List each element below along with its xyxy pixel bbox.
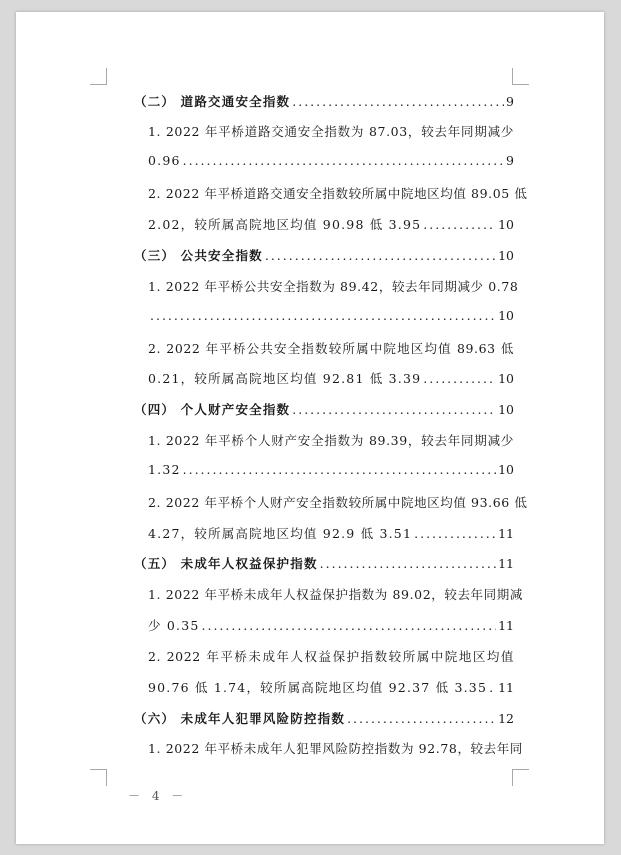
toc-entry-text[interactable]: 1. 2022 年平桥个人财产安全指数为 89.39，较去年同期减少 bbox=[148, 433, 514, 448]
toc-entry-section-2[interactable]: （二） 道路交通安全指数 ..... 9 bbox=[134, 92, 514, 110]
toc-entry-text[interactable]: 1. 2022 年平桥未成年人犯罪风险防控指数为 92.78，较去年同 bbox=[148, 741, 523, 756]
toc-entry-sub[interactable]: 2.02，较所属高院地区均值 90.98 低 3.95 ..... 10 bbox=[148, 215, 514, 233]
page-number: － 4 － bbox=[128, 789, 188, 803]
toc-entry-sub[interactable]: 1.32 ..... 10 bbox=[148, 462, 514, 477]
toc-entry-sub[interactable]: 4.27，较所属高院地区均值 92.9 低 3.51 ..... 11 bbox=[148, 524, 514, 542]
toc-entry-text[interactable]: 1. 2022 年平桥道路交通安全指数为 87.03，较去年同期减少 bbox=[148, 124, 514, 139]
crop-mark-bottom-left bbox=[90, 769, 107, 786]
toc-entry-sub[interactable]: ..... 10 bbox=[148, 308, 514, 323]
crop-mark-bottom-right bbox=[512, 769, 529, 786]
toc-entry-section-6[interactable]: （六） 未成年人犯罪风险防控指数 ..... 12 bbox=[134, 709, 514, 727]
toc-entry-section-5[interactable]: （五） 未成年人权益保护指数 ..... 11 bbox=[134, 554, 514, 572]
toc-entry-sub[interactable]: 90.76 低 1.74，较所属高院地区均值 92.37 低 3.35 ..... 11 bbox=[148, 678, 514, 696]
toc-entry-sub[interactable]: 少 0.35 ..... 11 bbox=[148, 616, 514, 634]
toc-entry-section-3[interactable]: （三） 公共安全指数 ..... 10 bbox=[134, 246, 514, 264]
document-page bbox=[16, 12, 604, 844]
toc-entry-sub[interactable]: 0.96 ..... 9 bbox=[148, 153, 514, 168]
crop-mark-top-left bbox=[90, 68, 107, 85]
toc-entry-text[interactable]: 2. 2022 年平桥公共安全指数较所属中院地区均值 89.63 低 bbox=[148, 341, 514, 356]
toc-entry-section-4[interactable]: （四） 个人财产安全指数 ..... 10 bbox=[134, 400, 514, 418]
crop-mark-top-right bbox=[512, 68, 529, 85]
toc-entry-sub[interactable]: 0.21，较所属高院地区均值 92.81 低 3.39 ..... 10 bbox=[148, 369, 514, 387]
toc-entry-text[interactable]: 1. 2022 年平桥公共安全指数为 89.42，较去年同期减少 0.78 bbox=[148, 279, 519, 294]
toc-entry-text[interactable]: 2. 2022 年平桥个人财产安全指数较所属中院地区均值 93.66 低 bbox=[148, 495, 528, 510]
toc-entry-text[interactable]: 2. 2022 年平桥未成年人权益保护指数较所属中院地区均值 bbox=[148, 649, 514, 664]
toc-entry-text[interactable]: 1. 2022 年平桥未成年人权益保护指数为 89.02，较去年同期减 bbox=[148, 587, 523, 602]
toc-entry-text[interactable]: 2. 2022 年平桥道路交通安全指数较所属中院地区均值 89.05 低 bbox=[148, 186, 528, 201]
